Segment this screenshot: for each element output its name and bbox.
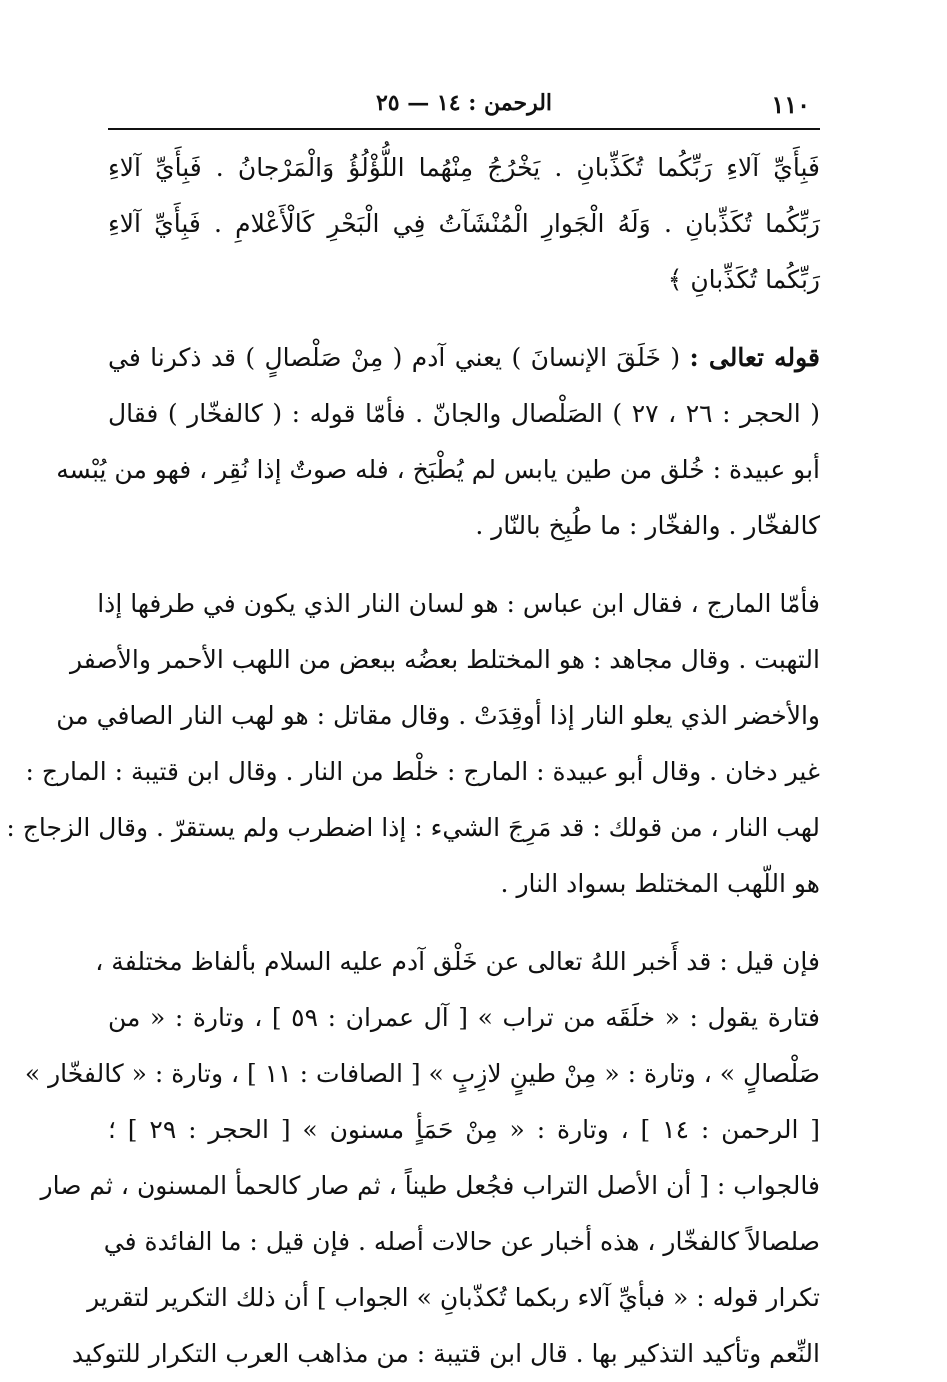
paragraph-line: والأخضر الذي يعلو النار إذا أوقِدَتْ . وقال مقاتل : هو لهب النار الصافي من — [56, 701, 820, 730]
commentary-paragraph-marij — [6, 576, 820, 912]
paragraph-line: فالجواب : [ أن الأصل التراب فجُعل طيناً ، ثم صار كالحمأ المسنون ، ثم صار — [40, 1171, 820, 1200]
page-body — [6, 140, 821, 1382]
verse-line: رَبِّكُما تُكَذِّبانِ . وَلَهُ الْجَوارِ الْمُنْشَآتُ فِي الْبَحْرِ كَالْأَعْلامِ . فَبِأَيِّ آلاءِ — [108, 209, 820, 238]
page-header — [108, 86, 820, 126]
paragraph-line: النِّعم وتأكيد التذكير بها . قال ابن قتيبة : من مذاهب العرب التكرار للتوكيد — [71, 1339, 820, 1368]
paragraph-line: تكرار قوله : « فبأيِّ آلاء ربكما تُكذّبانِ » الجواب ] أن ذلك التكرير لتقرير — [87, 1283, 820, 1312]
paragraph-line: لهب النار ، من قولك : قد مَرِجَ الشيء : إذا اضطرب ولم يستقرّ . وقال الزجاج : — [6, 813, 820, 842]
paragraph-line: التهبت . وقال مجاهد : هو المختلط بعضُه ببعض من اللهب الأحمر والأصفر — [70, 645, 820, 674]
quran-verse-block — [108, 140, 820, 308]
section-lead: قوله تعالى : — [689, 343, 820, 372]
paragraph-line: غير دخان . وقال أبو عبيدة : المارج : خلْط من النار . وقال ابن قتيبة : المارج : — [25, 757, 820, 786]
paragraph-line: فتارة يقول : « خلَقَه من تراب » [ آل عمران : ٥٩ ] ، وتارة : « من — [108, 1003, 820, 1032]
page-number: ١١٠ — [771, 90, 810, 119]
paragraph-line: ( الحجر : ٢٦ ، ٢٧ ) الصَلْصال والجانّ . فأمّا قوله : ( كالفخّار ) فقال — [108, 399, 820, 428]
paragraph-line: فأمّا المارج ، فقال ابن عباس : هو لسان النار الذي يكون في طرفها إذا — [97, 589, 820, 618]
paragraph-text: ( خَلَقَ الإنسانَ ) يعني آدم ( مِنْ صَلْصالٍ ) قد ذكرنا في — [108, 343, 681, 372]
paragraph-line: صلصالاً كالفخّار ، هذه أخبار عن حالات أصله . فإن قيل : ما الفائدة في — [103, 1227, 820, 1256]
verse-line: فَبِأَيِّ آلاءِ رَبِّكُما تُكَذِّبانِ . يَخْرُجُ مِنْهُما اللُّؤْلُؤُ وَالْمَرْجانُ . فَبِأَيِّ آلاءِ — [108, 153, 820, 182]
commentary-paragraph-creation — [56, 330, 820, 554]
running-title: الرحمن : ١٤ — ٢٥ — [375, 90, 553, 116]
paragraph-line: [ الرحمن : ١٤ ] ، وتارة : « مِنْ حَمَأٍ مسنون » [ الحجر : ٢٩ ] ؛ — [108, 1115, 821, 1144]
paragraph-line: فإن قيل : قد أَخبر اللهُ تعالى عن خَلْق آدم عليه السلام بألفاظ مختلفة ، — [95, 947, 820, 976]
paragraph-line: كالفخّار . والفخّار : ما طُبِخ بالنّار . — [475, 511, 820, 540]
paragraph-line: أبو عبيدة : خُلق من طين يابس لم يُطْبَخ ، فله صوتٌ إذا نُقِر ، فهو من يُبْسه — [56, 455, 820, 484]
paragraph-line: هو اللّهب المختلط بسواد النار . — [500, 869, 820, 898]
verse-line: رَبِّكُما تُكَذِّبانِ ﴾ — [667, 265, 820, 294]
commentary-paragraph-question — [24, 934, 821, 1382]
header-divider — [108, 128, 820, 130]
paragraph-line — [108, 330, 820, 386]
paragraph-line: صَلْصالٍ » ، وتارة : « مِنْ طينٍ لازِبٍ » [ الصافات : ١١ ] ، وتارة : « كالفخّار » — [24, 1059, 820, 1088]
